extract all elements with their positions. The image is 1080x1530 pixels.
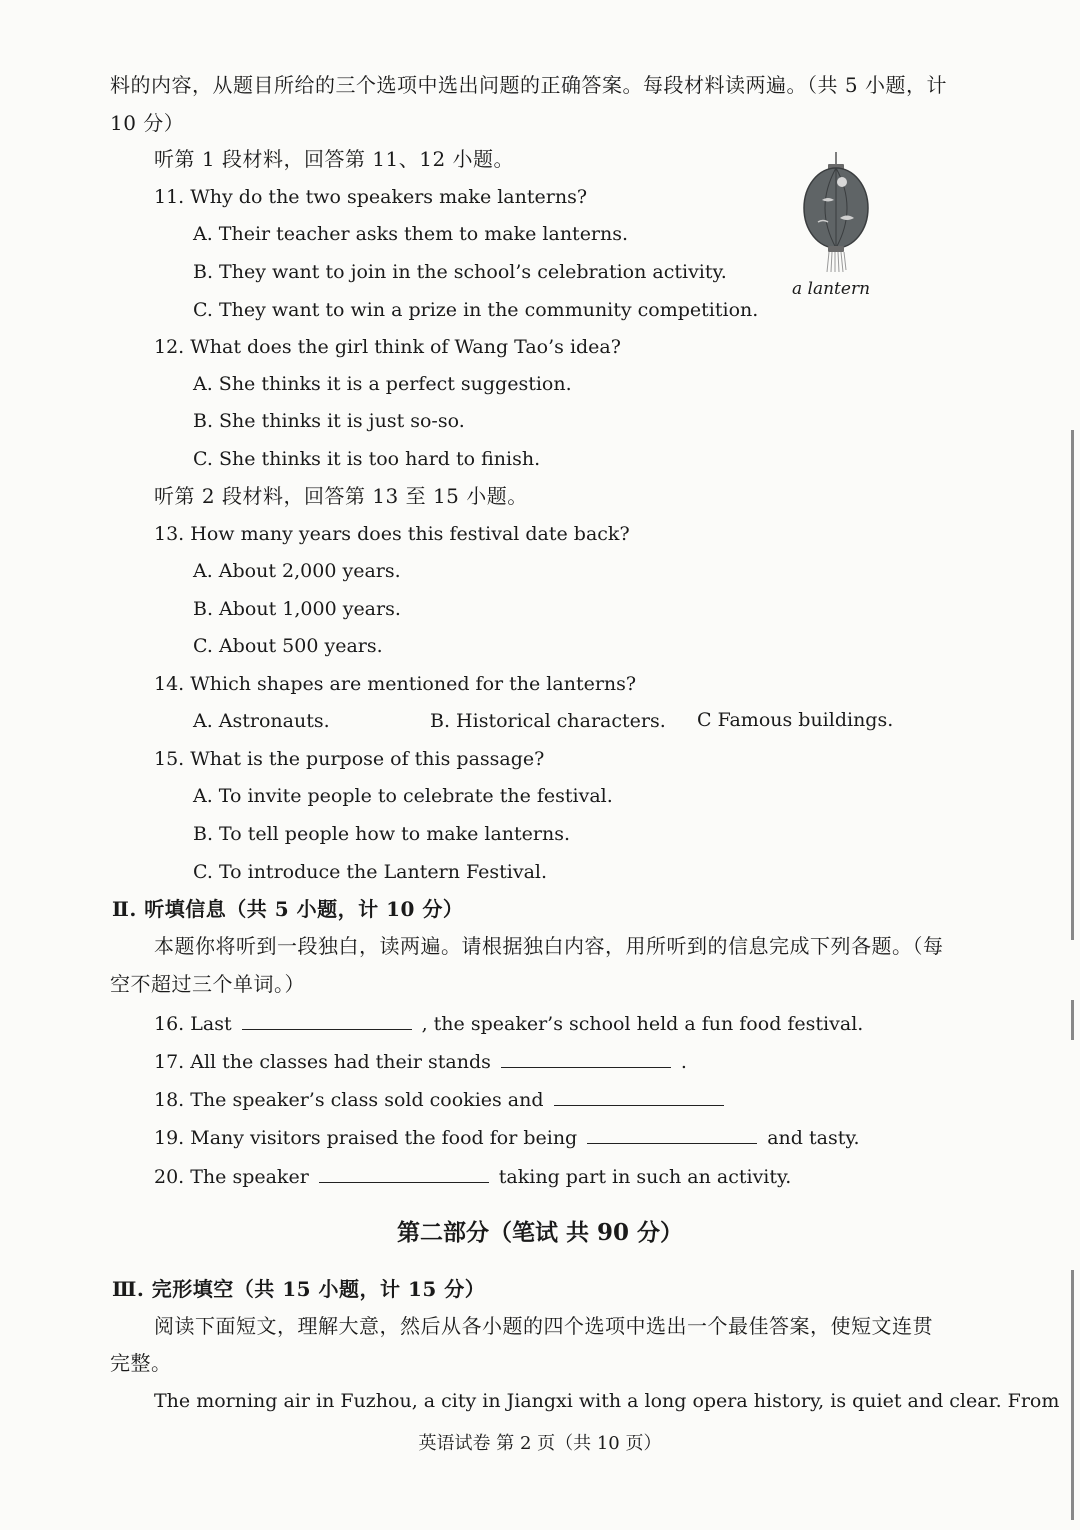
lantern-illustration [800, 152, 872, 274]
q14-option-c: C Famous buildings. [697, 709, 894, 731]
q15-option-b: B. To tell people how to make lanterns. [193, 823, 571, 845]
fill-q19-prefix: 19. Many visitors praised the food for being [154, 1127, 578, 1149]
scan-edge-mark [1071, 1270, 1074, 1520]
lantern-caption: a lantern [792, 279, 871, 299]
fill-q18-blank[interactable] [554, 1087, 724, 1106]
fill-q17-blank[interactable] [501, 1049, 671, 1068]
q13-option-c: C. About 500 years. [193, 635, 383, 657]
part-ii-title: Ⅱ. 听填信息（共 5 小题，计 10 分） [112, 897, 464, 921]
q11-option-c: C. They want to win a prize in the community competition. [193, 299, 759, 321]
scan-edge-mark [1071, 1000, 1074, 1040]
fill-q20 [154, 1164, 791, 1190]
fill-q20-suffix: taking part in such an activity. [498, 1166, 792, 1188]
fill-q16 [154, 1011, 863, 1037]
fill-q19-blank[interactable] [587, 1125, 757, 1144]
fill-q20-prefix: 20. The speaker [154, 1166, 309, 1188]
q11-option-a: A. Their teacher asks them to make lanterns. [193, 223, 629, 245]
q14-option-b: B. Historical characters. [430, 710, 666, 732]
q15-option-c: C. To introduce the Lantern Festival. [193, 861, 548, 883]
passage-first-line: The morning air in Fuzhou, a city in Jiangxi with a long opera history, is quiet and clear. From [154, 1390, 1060, 1412]
fill-q17 [154, 1049, 687, 1075]
section1-header: 听第 1 段材料，回答第 11、12 小题。 [154, 147, 515, 171]
part-ii-instruction-2: 空不超过三个单词。） [110, 972, 305, 996]
q15-option-a: A. To invite people to celebrate the festival. [193, 785, 613, 807]
q14-option-a: A. Astronauts. [193, 710, 330, 732]
q15-stem: 15. What is the purpose of this passage? [154, 748, 545, 770]
section2-header: 听第 2 段材料，回答第 13 至 15 小题。 [154, 484, 528, 508]
q13-option-b: B. About 1,000 years. [193, 598, 401, 620]
page-footer: 英语试卷 第 2 页（共 10 页） [418, 1433, 662, 1454]
intro-line-1: 料的内容，从题目所给的三个选项中选出问题的正确答案。每段材料读两遍。（共 5 小题，计 [110, 73, 947, 97]
intro-line-2: 10 分） [110, 111, 185, 135]
part-iii-instruction-2: 完整。 [110, 1351, 172, 1375]
q14-stem: 14. Which shapes are mentioned for the lanterns? [154, 673, 637, 695]
fill-q17-prefix: 17. All the classes had their stands [154, 1051, 491, 1073]
part-ii-instruction-1: 本题你将听到一段独白，读两遍。请根据独白内容，用所听到的信息完成下列各题。（每 [154, 934, 944, 958]
q13-stem: 13. How many years does this festival date back? [154, 523, 630, 545]
fill-q19-suffix: and tasty. [767, 1127, 860, 1149]
fill-q19 [154, 1125, 860, 1151]
part-iii-instruction-1: 阅读下面短文，理解大意，然后从各小题的四个选项中选出一个最佳答案，使短文连贯 [154, 1314, 933, 1338]
scan-edge-mark [1071, 430, 1074, 940]
q12-option-b: B. She thinks it is just so-so. [193, 410, 465, 432]
fill-q20-blank[interactable] [319, 1164, 489, 1183]
q11-option-b: B. They want to join in the school’s celebration activity. [193, 261, 727, 283]
q12-option-a: A. She thinks it is a perfect suggestion. [193, 373, 572, 395]
q12-stem: 12. What does the girl think of Wang Tao’s idea? [154, 336, 621, 358]
part-two-title: 第二部分（笔试 共 90 分） [396, 1219, 684, 1246]
q12-option-c: C. She thinks it is too hard to finish. [193, 448, 541, 470]
q13-option-a: A. About 2,000 years. [193, 560, 401, 582]
q11-stem: 11. Why do the two speakers make lanterns? [154, 186, 588, 208]
fill-q17-suffix: . [680, 1051, 687, 1073]
fill-q18-prefix: 18. The speaker’s class sold cookies and [154, 1089, 544, 1111]
fill-q16-blank[interactable] [242, 1011, 412, 1030]
part-iii-title: Ⅲ. 完形填空（共 15 小题，计 15 分） [112, 1277, 486, 1301]
fill-q16-suffix: , the speaker’s school held a fun food festival. [421, 1013, 864, 1035]
fill-q16-prefix: 16. Last [154, 1013, 232, 1035]
fill-q18 [154, 1087, 734, 1113]
